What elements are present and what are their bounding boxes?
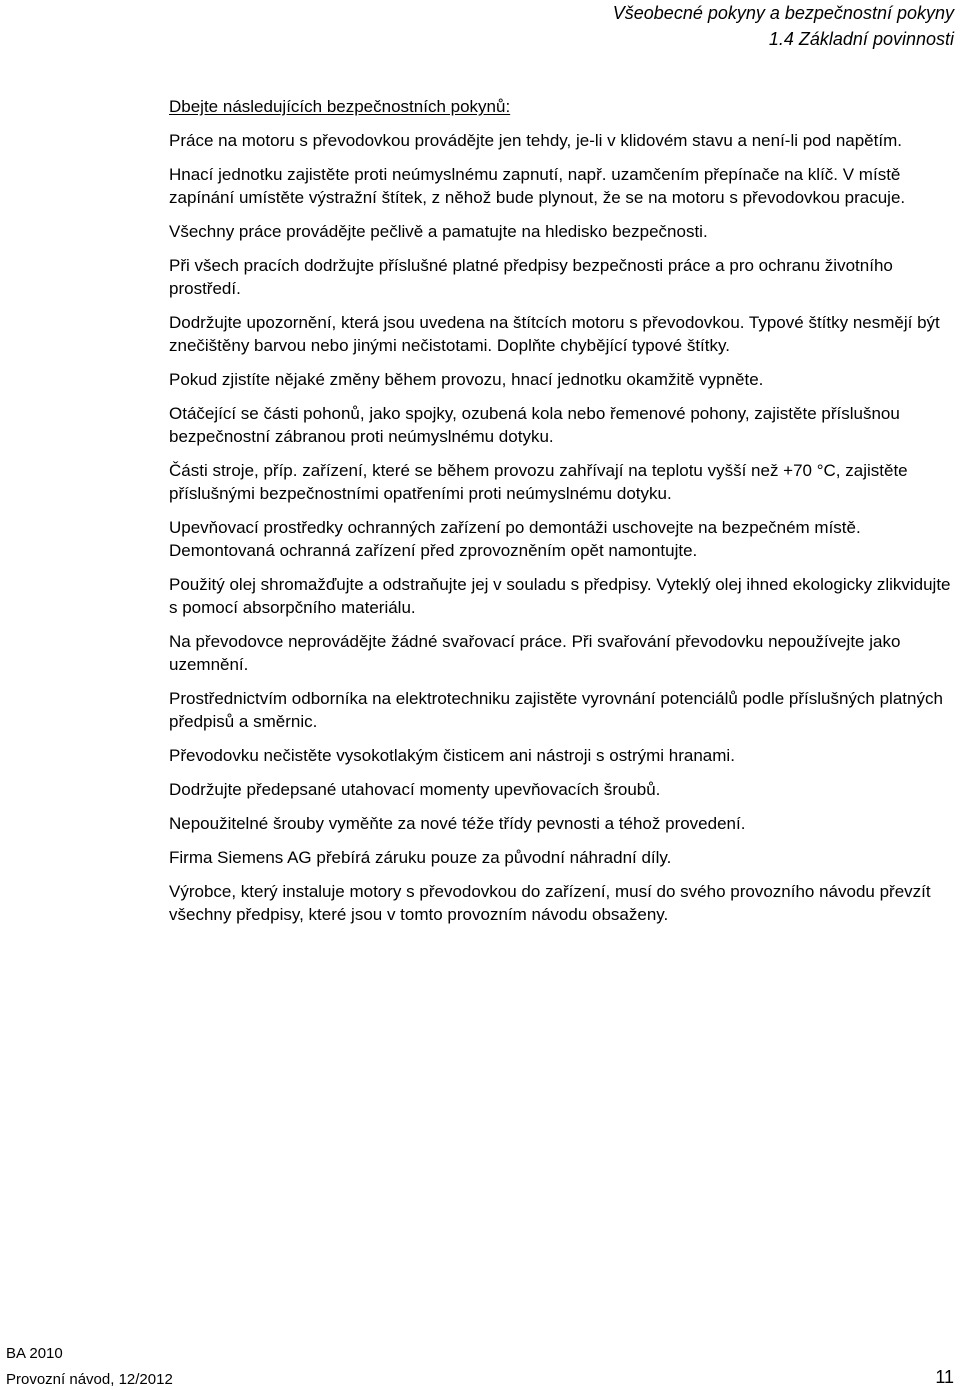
instruction-paragraph: Při všech pracích dodržujte příslušné platné předpisy bezpečnosti práce a pro ochranu životního prostředí. — [169, 256, 893, 298]
instruction-paragraph: Nepoužitelné šrouby vyměňte za nové téže třídy pevnosti a téhož provedení. — [169, 814, 746, 833]
instruction-paragraph: Pokud zjistíte nějaké změny během provozu, hnací jednotku okamžitě vypněte. — [169, 370, 764, 389]
safety-instructions-heading: Dbejte následujících bezpečnostních pokynů: — [169, 97, 511, 116]
instruction-paragraph: Části stroje, příp. zařízení, které se během provozu zahřívají na teplotu vyšší než +70 °C, zajistěte příslušnými bezpečnostními opatřeními proti neúmyslnému dotyku. — [169, 461, 908, 503]
instruction-paragraph: Upevňovací prostředky ochranných zařízení po demontáži uschovejte na bezpečném místě. Demontovaná ochranná zařízení před zprovozněním opět namontujte. — [169, 518, 861, 560]
instruction-paragraph: Na převodovce neprovádějte žádné svařovací práce. Při svařování převodovku nepoužívejte jako uzemnění. — [169, 632, 901, 674]
instruction-paragraph: Práce na motoru s převodovkou provádějte jen tehdy, je-li v klidovém stavu a není-li pod napětím. — [169, 131, 902, 150]
instruction-paragraph: Dodržujte upozornění, která jsou uvedena na štítcích motoru s převodovkou. Typové štítky nesmějí být znečištěny barvou nebo jinými nečistotami. Doplňte chybějící typové štítky. — [169, 313, 940, 355]
instruction-paragraph: Převodovku nečistěte vysokotlakým čisticem ani nástroji s ostrými hranami. — [169, 746, 735, 765]
instruction-paragraph: Dodržujte předepsané utahovací momenty upevňovacích šroubů. — [169, 780, 661, 799]
instruction-paragraph: Firma Siemens AG přebírá záruku pouze za původní náhradní díly. — [169, 848, 672, 867]
instruction-paragraph: Výrobce, který instaluje motory s převodovkou do zařízení, musí do svého provozního návodu převzít všechny předpisy, které jsou v tomto provozním návodu obsaženy. — [169, 882, 931, 924]
chapter-title: Všeobecné pokyny a bezpečnostní pokyny — [612, 3, 954, 23]
section-title: 1.4 Základní povinnosti — [768, 29, 954, 49]
document-body — [169, 95, 954, 937]
instruction-paragraph: Prostřednictvím odborníka na elektrotechniku zajistěte vyrovnání potenciálů podle příslušných platných předpisů a směrnic. — [169, 689, 943, 731]
footer-manual-edition: Provozní návod, 12/2012 — [6, 1371, 173, 1388]
footer-document-id: BA 2010 — [6, 1345, 63, 1362]
instruction-paragraph: Hnací jednotku zajistěte proti neúmyslnému zapnutí, např. uzamčením přepínače na klíč. V místě zapínání umístěte výstražní štítek, z něhož bude plynout, že se na motoru s převodovkou pracuje. — [169, 165, 906, 207]
page-number: 11 — [935, 1367, 954, 1387]
instruction-paragraph: Všechny práce provádějte pečlivě a pamatujte na hledisko bezpečnosti. — [169, 222, 708, 241]
instruction-paragraph: Otáčející se části pohonů, jako spojky, ozubená kola nebo řemenové pohony, zajistěte příslušnou bezpečnostní zábranou proti neúmyslnému dotyku. — [169, 404, 900, 446]
instruction-paragraph: Použitý olej shromažďujte a odstraňujte jej v souladu s předpisy. Vyteklý olej ihned ekologicky zlikvidujte s pomocí absorpčního materiálu. — [169, 575, 951, 617]
running-header — [613, 0, 954, 52]
